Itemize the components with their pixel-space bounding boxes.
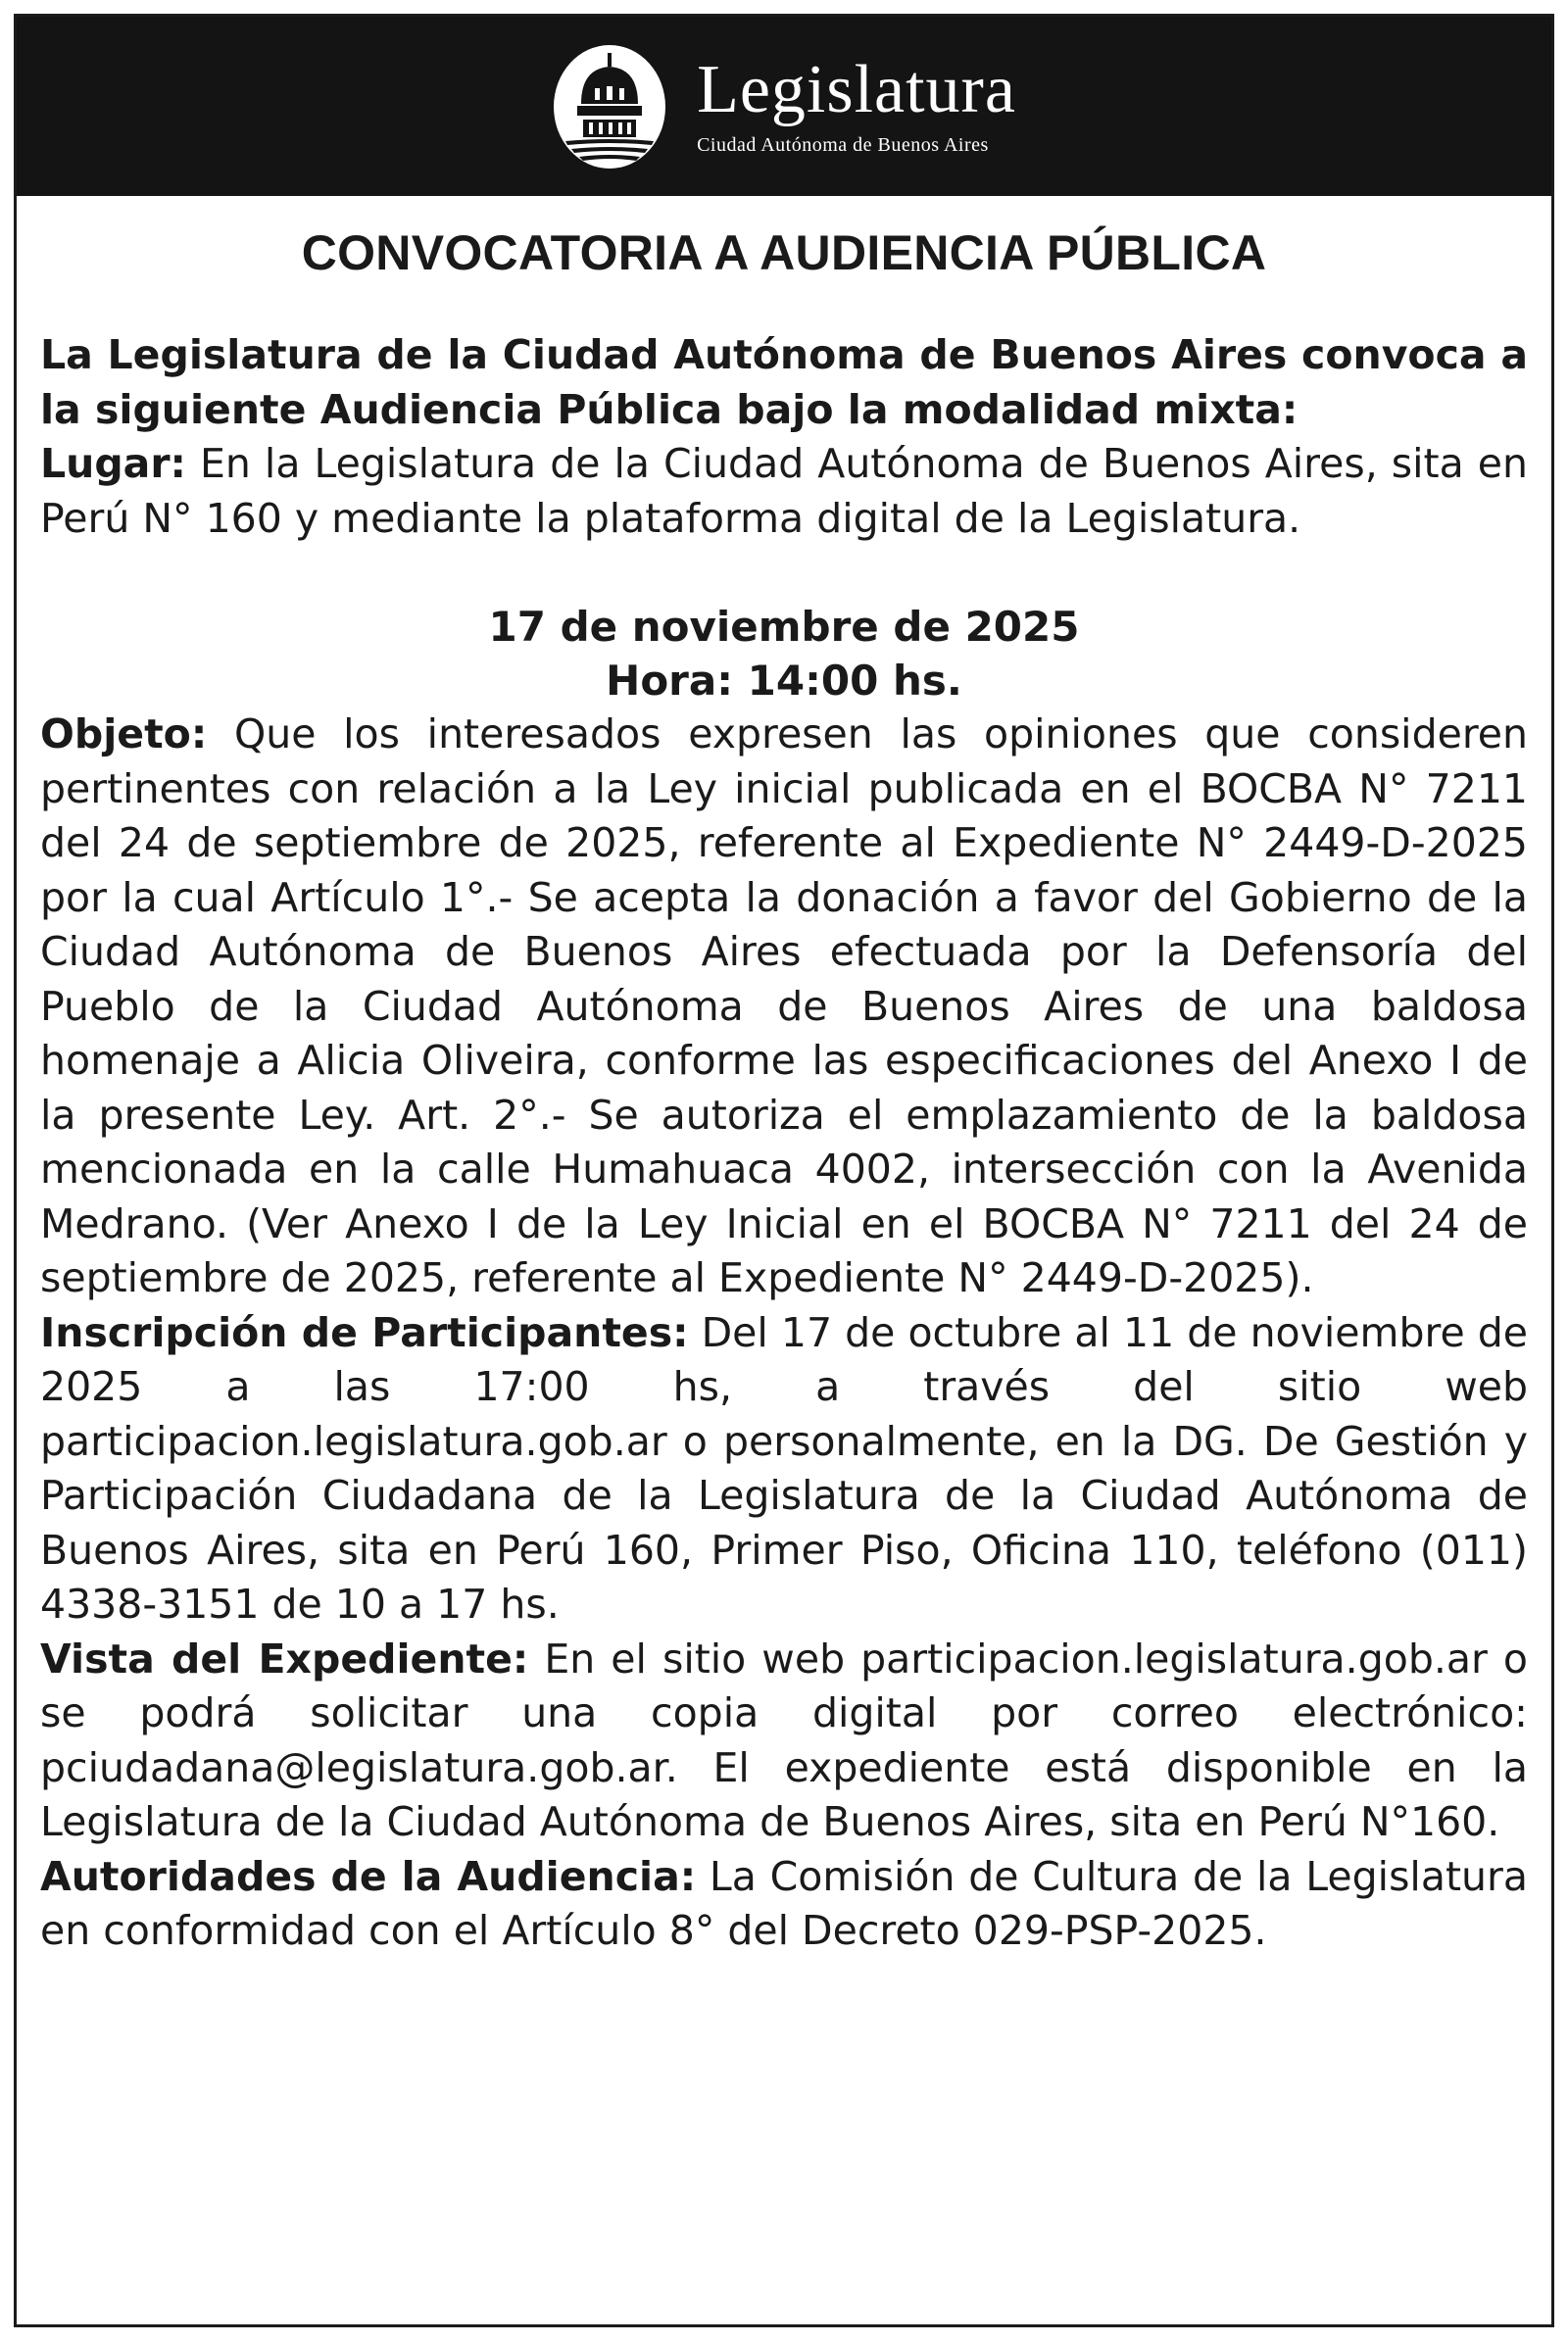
intro-paragraph: La Legislatura de la Ciudad Autónoma de Buenos Aires convoca a la siguiente Audiencia Pública bajo la modalidad mixta: (40, 331, 1528, 433)
inscripcion-text: Del 17 de octubre al 11 de noviembre de 2025 a las 17:00 hs, a través del sitio web participacion.legislatura.gob.ar o personalmente, en la DG. De Gestión y Participación Ciudadana de la Legislatura de la Ciudad Autónoma de Buenos Aires, sita en Perú 160, Primer Piso, Oficina 110, teléfono (011) 4338-3151 de 10 a 17 hs. (40, 1308, 1528, 1628)
objeto-text: Que los interesados expresen las opiniones que consideren pertinentes con relación a la Ley inicial publicada en el BOCBA N° 7211 del 24 de septiembre de 2025, referente al Expediente N° 2449-D-2025 por la cual Artículo 1°.- Se acepta la donación a favor del Gobierno de la Ciudad Autónoma de Buenos Aires efectuada por la Defensoría del Pueblo de la Ciudad Autónoma de Buenos Aires de una baldosa homenaje a Alicia Oliveira, conforme las especificaciones del Anexo I de la presente Ley. Art. 2°.- Se autoriza el emplazamiento de la baldosa mencionada en la calle Humahuaca 4002, intersección con la Avenida Medrano. (Ver Anexo I de la Ley Inicial en el BOCBA N° 7211 del 24 de septiembre de 2025, referente al Expediente N° 2449-D-2025). (40, 710, 1528, 1301)
brand-subtitle: Ciudad Autónoma de Buenos Aires (697, 134, 989, 156)
objeto-paragraph (40, 708, 1528, 1306)
event-date: 17 de noviembre de 2025 (488, 603, 1080, 651)
lugar-paragraph (40, 437, 1528, 546)
inscripcion-label: Inscripción de Participantes: (40, 1308, 689, 1356)
autoridades-label: Autoridades de la Audiencia: (40, 1852, 697, 1900)
event-time: Hora: 14:00 hs. (606, 657, 962, 705)
notice-frame (14, 14, 1554, 2327)
header-banner (17, 17, 1551, 196)
dome-seal-icon (552, 43, 667, 171)
vista-text: En el sitio web participacion.legislatura.gob.ar o se podrá solicitar una copia digital por correo electrónico: pciudadana@legislatura.gob.ar. El expediente está disponible en la Legislatura de la Ciudad Autónoma de Buenos Aires, sita en Perú N°160. (40, 1635, 1528, 1845)
lugar-text: En la Legislatura de la Ciudad Autónoma de Buenos Aires, sita en Perú N° 160 y mediante la plataforma digital de la Legislatura. (40, 440, 1528, 542)
vista-label: Vista del Expediente: (40, 1635, 529, 1683)
brand-block (697, 52, 1016, 157)
autoridades-text: La Comisión de Cultura de la Legislatura en conformidad con el Artículo 8° del Decreto 029-PSP-2025. (40, 1852, 1528, 1954)
lugar-label: Lugar: (40, 440, 186, 487)
brand-name: Legislatura (697, 52, 1016, 127)
inscripcion-paragraph (40, 1306, 1528, 1633)
vista-paragraph (40, 1633, 1528, 1850)
logo (552, 43, 1016, 171)
notice-body (40, 203, 1528, 1959)
autoridades-paragraph (40, 1850, 1528, 1959)
notice-title: CONVOCATORIA A AUDIENCIA PÚBLICA (301, 225, 1267, 280)
objeto-label: Objeto: (40, 710, 208, 757)
